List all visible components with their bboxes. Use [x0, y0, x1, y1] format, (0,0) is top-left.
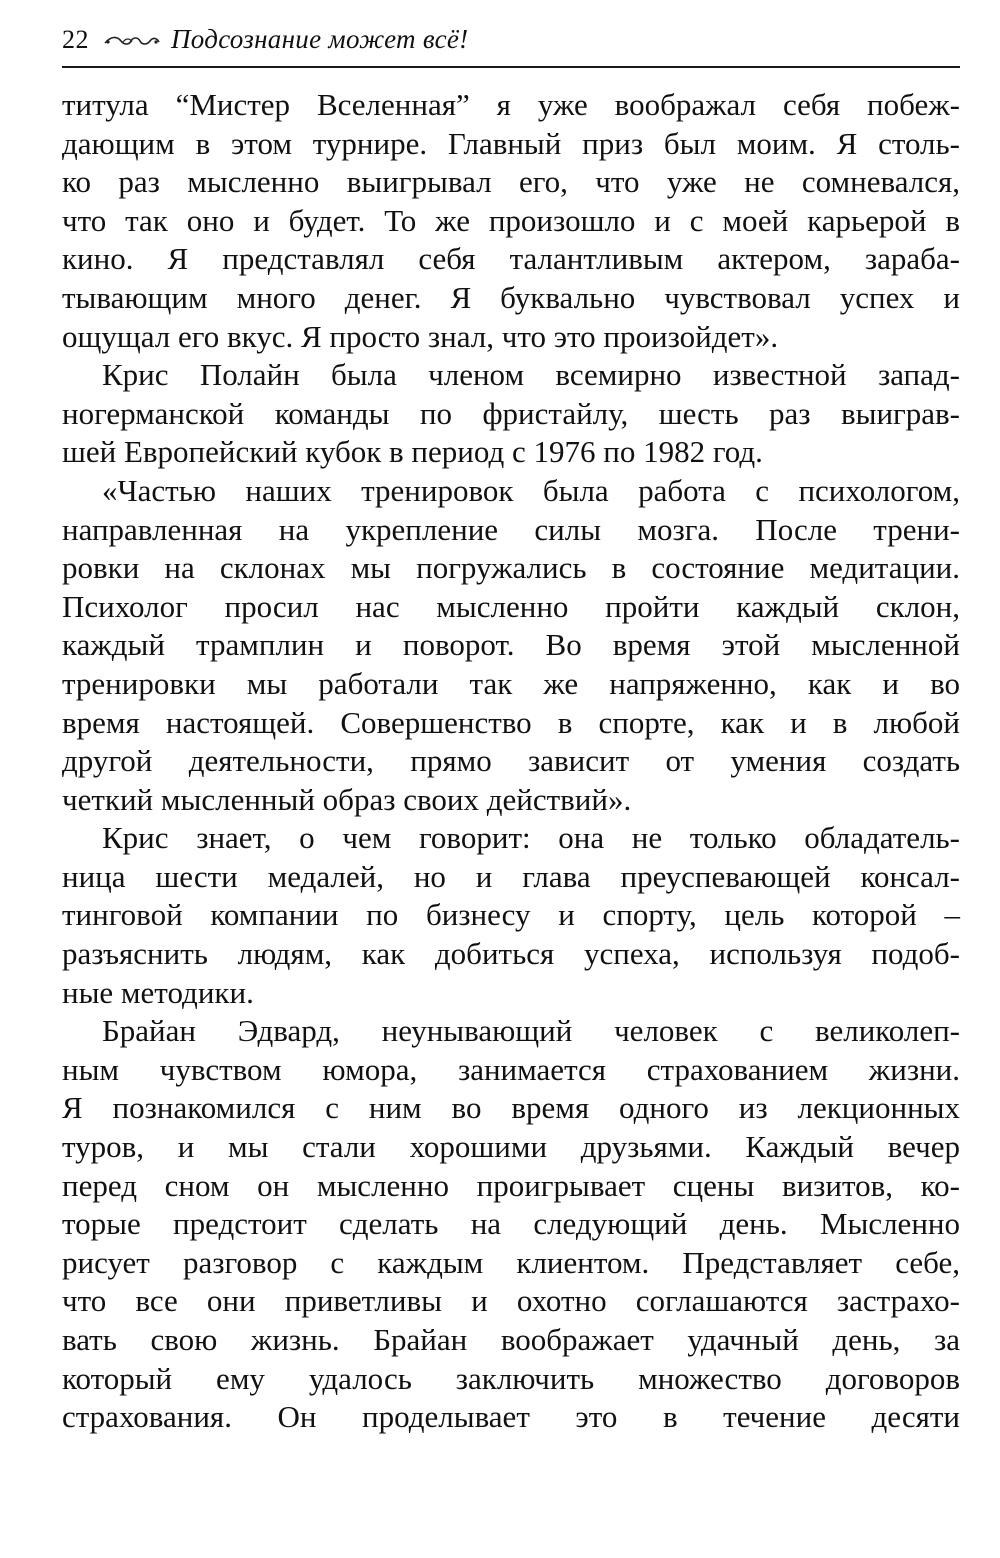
text-line: ко раз мысленно выигрывал его, что уже не сомневался, — [62, 164, 960, 200]
text-line: Крис знает, о чем говорит: она не только обладатель- — [102, 820, 960, 856]
text-line: Крис Полайн была членом всемирно известной запад- — [102, 357, 960, 393]
text-line: Я познакомился с ним во время одного из лекционных — [62, 1090, 960, 1126]
text-line: перед сном он мысленно проигрывает сцены визитов, ко- — [62, 1167, 960, 1203]
text-line: что все они приветливы и охотно соглашаются застрахо- — [62, 1283, 960, 1319]
text-line: туров, и мы стали хорошими друзьями. Каждый вечер — [62, 1129, 960, 1165]
text-line: каждый трамплин и поворот. Во время этой мысленной — [62, 627, 960, 663]
text-line: ница шести медалей, но и глава преуспевающей консал- — [62, 858, 960, 894]
text-line: «Частью наших тренировок была работа с психологом, — [102, 472, 960, 508]
text-line: торые предстоит сделать на следующий день. Мысленно — [62, 1206, 960, 1242]
running-header — [62, 24, 960, 64]
text-line: Психолог просил нас мысленно пройти каждый склон, — [62, 588, 960, 624]
text-line: ным чувством юмора, занимается страхованием жизни. — [62, 1051, 960, 1087]
flourish-ornament-icon — [103, 30, 161, 52]
body-text — [62, 86, 960, 1437]
text-line: кино. Я представлял себя талантливым актером, зараба- — [62, 241, 960, 277]
text-line: ные методики. — [62, 974, 254, 1010]
text-line: время настоящей. Совершенство в спорте, как и в любой — [62, 704, 960, 740]
text-line: страхования. Он проделывает это в течение десяти — [62, 1399, 960, 1435]
text-line: тренировки мы работали так же напряженно, как и во — [62, 665, 960, 701]
text-line: что так оно и будет. То же произошло и с моей карьерой в — [62, 202, 960, 238]
header-rule — [62, 66, 960, 68]
text-line: ровки на склонах мы погружались в состояние медитации. — [62, 550, 960, 586]
text-line: ощущал его вкус. Я просто знал, что это произойдет». — [62, 318, 779, 354]
page-number: 22 — [62, 25, 89, 54]
text-line: тывающим много денег. Я буквально чувствовал успех и — [62, 279, 960, 315]
text-line: вать свою жизнь. Брайан воображает удачный день, за — [62, 1322, 960, 1357]
text-line: Брайан Эдвард, неунывающий человек с великолеп- — [102, 1013, 960, 1049]
text-line: дающим в этом турнире. Главный приз был моим. Я столь- — [62, 125, 960, 161]
text-line: разъяснить людям, как добиться успеха, используя подоб- — [62, 936, 960, 972]
text-line: шей Европейский кубок в период с 1976 по 1982 год. — [62, 434, 763, 470]
text-line: другой деятельности, прямо зависит от умения создать — [62, 743, 960, 779]
text-line: ногерманской команды по фристайлу, шесть раз выиграв- — [62, 395, 960, 431]
text-line: титула “Мистер Вселенная” я уже воображал себя побеж- — [62, 87, 960, 122]
text-line: рисует разговор с каждым клиентом. Представляет себе, — [62, 1244, 960, 1280]
text-line: который ему удалось заключить множество договоров — [62, 1360, 960, 1396]
text-line: направленная на укрепление силы мозга. После трени- — [62, 511, 960, 547]
text-line: четкий мысленный образ своих действий». — [62, 781, 632, 817]
running-title: Подсознание может всё! — [171, 24, 469, 54]
text-line: тинговой компании по бизнесу и спорту, цель которой – — [62, 897, 960, 933]
